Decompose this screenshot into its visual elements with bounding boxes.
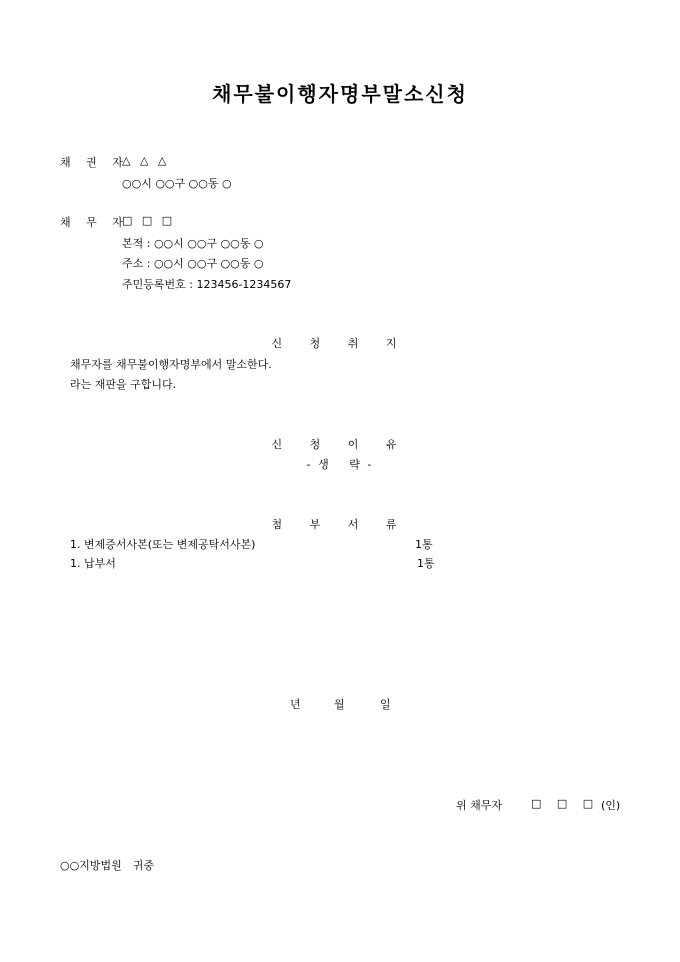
creditor-label: 채 권 자 (60, 156, 129, 169)
creditor-name: △ △ △ (122, 154, 170, 167)
purpose-heading: 신 청 취 지 (271, 337, 409, 350)
date-month: 월 (334, 698, 345, 711)
attachments-heading: 첨 부 서 류 (271, 518, 409, 531)
purpose-line-2: 라는 재판을 구합니다. (70, 378, 177, 391)
purpose-line-1: 채무자를 채무불이행자명부에서 말소한다. (70, 358, 272, 371)
document-title: 채무불이행자명부말소신청 (212, 82, 468, 106)
attachment-item-label: 1. 변제증서사본(또는 변제공탁서사본) (70, 538, 256, 551)
attachment-item-count: 1통 (417, 557, 435, 570)
debtor-name: □ □ □ (122, 214, 176, 227)
signature-seal: (인) (601, 799, 621, 812)
reason-heading: 신 청 이 유 (271, 438, 409, 451)
date-year: 년 (290, 698, 301, 711)
court-addressee: ○○지방법원 귀중 (60, 859, 154, 872)
signature-name: □ □ □ (531, 797, 600, 810)
debtor-resident-number: 주민등록번호 : 123456-1234567 (122, 278, 292, 291)
debtor-label: 채 무 자 (60, 216, 129, 229)
attachment-item-count: 1통 (415, 538, 433, 551)
debtor-address: 주소 : ○○시 ○○구 ○○동 ○ (122, 257, 264, 270)
signature-prefix: 위 채무자 (456, 799, 503, 812)
attachment-item-label: 1. 납부서 (70, 557, 116, 570)
creditor-address: ○○시 ○○구 ○○동 ○ (122, 177, 232, 190)
date-day: 일 (380, 698, 391, 711)
debtor-registered-domicile: 본적 : ○○시 ○○구 ○○동 ○ (122, 237, 264, 250)
reason-text: - 생 략 - (306, 458, 374, 471)
